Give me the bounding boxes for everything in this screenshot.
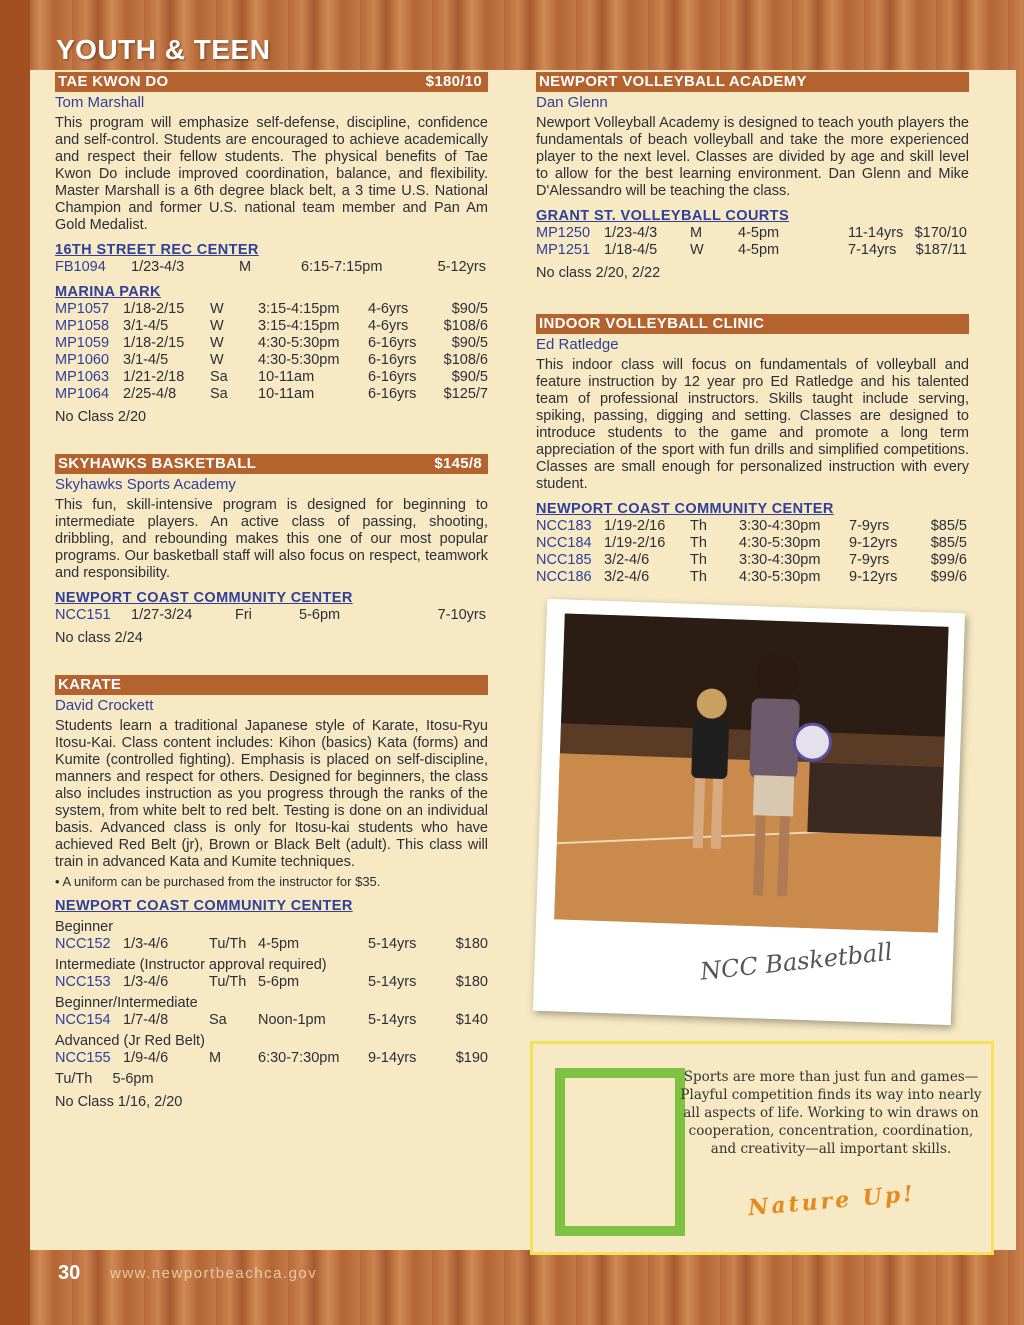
- class-dates: 1/19-2/16: [604, 518, 666, 534]
- class-age: 9-12yrs: [849, 569, 898, 585]
- karate-instructor: David Crockett: [55, 697, 154, 714]
- class-day: M: [690, 225, 703, 241]
- class-price: $99/6: [930, 569, 967, 585]
- class-age: 7-9yrs: [849, 518, 890, 534]
- nature-callout: [530, 1041, 994, 1255]
- class-age: 9-14yrs: [368, 1050, 417, 1066]
- class-time: 10-11am: [258, 386, 315, 402]
- karate-title: KARATE: [58, 676, 122, 693]
- table-row: [55, 301, 488, 318]
- class-price: $140: [455, 1012, 488, 1028]
- class-day: W: [210, 318, 224, 334]
- table-row: [536, 518, 969, 535]
- class-age: 5-12yrs: [437, 259, 486, 275]
- class-price: $90/5: [451, 301, 488, 317]
- class-code: MP1250: [536, 225, 591, 241]
- class-time: 10-11am: [258, 369, 315, 385]
- callout-text: Sports are more than just fun and games—Playful competition finds its way into nearly all aspects of life. Working to win draws on cooperation, concentration, coordination, and creativity—all important skills.: [680, 1069, 982, 1157]
- right-column: [536, 72, 969, 586]
- class-dates: 1/19-2/16: [604, 535, 666, 551]
- class-age: 6-16yrs: [368, 335, 417, 351]
- class-code: FB1094: [55, 259, 106, 275]
- class-dates: 1/7-4/8: [123, 1012, 169, 1028]
- volleyball-instructor: Dan Glenn: [536, 94, 608, 111]
- table-row: [55, 974, 488, 991]
- class-code: MP1251: [536, 242, 591, 258]
- photo-polaroid: [533, 599, 965, 1025]
- skyhawks-row: [55, 607, 488, 624]
- table-row: [536, 242, 969, 259]
- class-code: NCC184: [536, 535, 592, 551]
- clinic-instructor: Ed Ratledge: [536, 336, 619, 353]
- class-time: 4-5pm: [258, 936, 300, 952]
- class-time: 5-6pm: [299, 607, 341, 623]
- class-price: $180: [455, 936, 488, 952]
- class-code: NCC155: [55, 1050, 111, 1066]
- class-dates: 3/1-4/5: [123, 352, 169, 368]
- class-age: 5-14yrs: [368, 936, 417, 952]
- class-age: 7-10yrs: [437, 607, 486, 623]
- level-label: Advanced (Jr Red Belt): [55, 1033, 205, 1049]
- class-code: MP1060: [55, 352, 110, 368]
- table-row: [55, 1012, 488, 1029]
- class-age: 5-14yrs: [368, 1012, 417, 1028]
- class-day: Th: [690, 518, 707, 534]
- level-label: Intermediate (Instructor approval required): [55, 957, 327, 973]
- volleyball-header: [536, 72, 969, 92]
- green-frame-graphic: [555, 1068, 685, 1236]
- class-age: 6-16yrs: [368, 369, 417, 385]
- class-time: 4:30-5:30pm: [739, 569, 821, 585]
- basketball-photo: [554, 613, 948, 932]
- class-code: MP1063: [55, 369, 110, 385]
- table-row: [55, 386, 488, 403]
- class-dates: 1/18-2/15: [123, 335, 185, 351]
- karate-bullet: • A uniform can be purchased from the instructor for $35.: [55, 874, 381, 889]
- taekwondo-title: TAE KWON DO: [58, 73, 169, 90]
- class-code: NCC154: [55, 1012, 111, 1028]
- class-age: 7-14yrs: [848, 242, 897, 258]
- taekwondo-row-fb1094: [55, 259, 488, 276]
- level-label: Beginner: [55, 919, 114, 935]
- class-day: M: [239, 259, 252, 275]
- class-code: NCC151: [55, 607, 111, 623]
- class-price: $85/5: [930, 518, 967, 534]
- class-time: 5-6pm: [258, 974, 300, 990]
- volleyball-title: NEWPORT VOLLEYBALL ACADEMY: [539, 73, 807, 90]
- class-time: 3:15-4:15pm: [258, 318, 340, 334]
- class-time: 3:30-4:30pm: [739, 552, 821, 568]
- class-dates: 1/18-2/15: [123, 301, 185, 317]
- page-number: 30: [58, 1262, 81, 1284]
- class-day: Th: [690, 535, 707, 551]
- class-day: Th: [690, 552, 707, 568]
- skyhawks-instructor: Skyhawks Sports Academy: [55, 476, 236, 493]
- class-day: W: [210, 352, 224, 368]
- class-time: 4:30-5:30pm: [258, 335, 340, 351]
- class-time: 3:15-4:15pm: [258, 301, 340, 317]
- karate-description: Students learn a traditional Japanese style of Karate, Itosu-Ryu Itosu-Kai. Class content includes: Kihon (basics) Kata (forms) and Kumite (controlled fighting). Emphasis is placed on self-discipline, manners and respect for others. Designed for beginners, the class also includes instruction as you progress through the ranks of the system, from white belt to red belt. Testing is done on an individual basis. Advanced class is only for Itosu-kai students who have achieved Red Belt (jr), Brown or Black Belt (adult). This class will train in advanced Kata and Kumite techniques.: [55, 718, 488, 870]
- volleyball-table: [536, 225, 969, 259]
- karate-location: NEWPORT COAST COMMUNITY CENTER: [55, 898, 353, 914]
- class-dates: 3/2-4/6: [604, 552, 650, 568]
- taekwondo-instructor: Tom Marshall: [55, 94, 145, 111]
- table-row: [55, 936, 488, 953]
- table-row: [55, 335, 488, 352]
- class-dates: 1/21-2/18: [123, 369, 185, 385]
- table-row: [55, 352, 488, 369]
- skyhawks-title: SKYHAWKS BASKETBALL: [58, 455, 257, 472]
- class-price: $170/10: [914, 225, 967, 241]
- clinic-description: This indoor class will focus on fundamentals of volleyball and feature instruction by 12 year pro Ed Ratledge and his talented team of professional instructors. Skills taught include serving, spiking, passing, digging and setting. Classes are designed to introduce students to the game and promote a long term appreciation of the sport with fun drills and simplified competitions. Classes are small enough for personalized instruction with every student.: [536, 357, 969, 492]
- class-day: Tu/Th: [209, 936, 247, 952]
- marina-park-table: [55, 301, 488, 403]
- class-age: 11-14yrs: [848, 225, 904, 241]
- class-day: Sa: [210, 369, 228, 385]
- class-price: $85/5: [930, 535, 967, 551]
- class-age: 9-12yrs: [849, 535, 898, 551]
- taekwondo-location-2: MARINA PARK: [55, 284, 161, 300]
- karate-note: No Class 1/16, 2/20: [55, 1094, 183, 1110]
- class-dates: 1/18-4/5: [604, 242, 658, 258]
- table-row: [55, 318, 488, 335]
- class-code: NCC185: [536, 552, 592, 568]
- karate-header: [55, 675, 488, 695]
- skyhawks-price: $145/8: [434, 455, 482, 472]
- class-time: Noon-1pm: [258, 1012, 326, 1028]
- karate-extra: Tu/Th 5-6pm: [55, 1071, 154, 1087]
- page-title: YOUTH & TEEN: [56, 34, 271, 65]
- class-dates: 2/25-4/8: [123, 386, 177, 402]
- class-code: NCC152: [55, 936, 111, 952]
- class-price: $190: [455, 1050, 488, 1066]
- table-row: [536, 535, 969, 552]
- taekwondo-header: [55, 72, 488, 92]
- class-age: 4-6yrs: [368, 301, 409, 317]
- taekwondo-price: $180/10: [425, 73, 482, 90]
- table-row: [55, 369, 488, 386]
- class-day: Th: [690, 569, 707, 585]
- nature-up-tagline: Nature Up!: [747, 1180, 917, 1222]
- class-time: 6:30-7:30pm: [258, 1050, 340, 1066]
- class-age: 5-14yrs: [368, 974, 417, 990]
- table-row: [536, 569, 969, 586]
- skyhawks-description: This fun, skill-intensive program is designed for beginning to intermediate players. An active class of passing, shooting, dribbling, and rebounding makes this one of our most popular programs. Our basketball staff will also focus on respect, teamwork and responsibility.: [55, 497, 488, 581]
- class-price: $180: [455, 974, 488, 990]
- class-day: W: [210, 335, 224, 351]
- clinic-table: [536, 518, 969, 586]
- table-row: [55, 1050, 488, 1067]
- class-time: 3:30-4:30pm: [739, 518, 821, 534]
- class-price: $90/5: [451, 335, 488, 351]
- taekwondo-note: No Class 2/20: [55, 409, 147, 425]
- table-row: [536, 552, 969, 569]
- volleyball-note: No class 2/20, 2/22: [536, 265, 661, 281]
- class-dates: 1/3-4/6: [123, 974, 169, 990]
- class-time: 4-5pm: [738, 225, 780, 241]
- class-day: W: [210, 301, 224, 317]
- volleyball-description: Newport Volleyball Academy is designed to teach youth players the fundamentals of beach volleyball and take the more experienced player to the next level. Classes are divided by age and skill level to allow for the best learning environment. Dan Glenn and Mike D'Alessandro will be teaching the class.: [536, 115, 969, 199]
- skyhawks-location: NEWPORT COAST COMMUNITY CENTER: [55, 590, 353, 606]
- class-code: MP1057: [55, 301, 110, 317]
- class-day: M: [209, 1050, 222, 1066]
- skyhawks-header: [55, 454, 488, 474]
- class-price: $108/6: [443, 352, 488, 368]
- class-dates: 1/23-4/3: [131, 259, 185, 275]
- class-code: NCC153: [55, 974, 111, 990]
- taekwondo-description: This program will emphasize self-defense, discipline, confidence and self-control. Students are encouraged to achieve academically and respect their fellow students. The physical benefits of Tae Kwon Do include improved coordination, balance, and flexibility. Master Marshall is a 6th degree black belt, a 3 time U.S. National Champion and former U.S. national team member and Pan Am Gold Medalist.: [55, 115, 488, 233]
- table-row: [536, 225, 969, 242]
- class-code: NCC186: [536, 569, 592, 585]
- class-age: 6-16yrs: [368, 352, 417, 368]
- class-time: 4-5pm: [738, 242, 780, 258]
- class-dates: 1/3-4/6: [123, 936, 169, 952]
- class-dates: 1/23-4/3: [604, 225, 658, 241]
- taekwondo-location-1: 16TH STREET REC CENTER: [55, 242, 259, 258]
- photo-illustration: [554, 613, 948, 932]
- class-code: MP1064: [55, 386, 110, 402]
- class-time: 4:30-5:30pm: [258, 352, 340, 368]
- clinic-location: NEWPORT COAST COMMUNITY CENTER: [536, 501, 834, 517]
- class-age: 7-9yrs: [849, 552, 890, 568]
- left-stripe: [0, 0, 30, 1325]
- class-day: Fri: [235, 607, 252, 623]
- class-price: $125/7: [443, 386, 488, 402]
- class-time: 6:15-7:15pm: [301, 259, 383, 275]
- class-day: Sa: [210, 386, 228, 402]
- class-day: Sa: [209, 1012, 227, 1028]
- clinic-header: [536, 314, 969, 334]
- karate-table: [55, 919, 488, 1067]
- class-code: MP1058: [55, 318, 110, 334]
- class-code: NCC183: [536, 518, 592, 534]
- class-time: 4:30-5:30pm: [739, 535, 821, 551]
- class-price: $99/6: [930, 552, 967, 568]
- left-column: [55, 72, 488, 1111]
- photo-caption: NCC Basketball: [698, 937, 894, 986]
- skyhawks-note: No class 2/24: [55, 630, 143, 646]
- class-price: $90/5: [451, 369, 488, 385]
- class-day: Tu/Th: [209, 974, 247, 990]
- class-age: 6-16yrs: [368, 386, 417, 402]
- clinic-title: INDOOR VOLLEYBALL CLINIC: [539, 315, 765, 332]
- class-dates: 1/27-3/24: [131, 607, 193, 623]
- level-label: Beginner/Intermediate: [55, 995, 198, 1011]
- volleyball-location: GRANT ST. VOLLEYBALL COURTS: [536, 208, 790, 224]
- class-dates: 3/2-4/6: [604, 569, 650, 585]
- class-code: MP1059: [55, 335, 110, 351]
- class-dates: 1/9-4/6: [123, 1050, 169, 1066]
- class-price: $108/6: [443, 318, 488, 334]
- class-price: $187/11: [915, 242, 967, 258]
- class-day: W: [690, 242, 704, 258]
- class-age: 4-6yrs: [368, 318, 409, 334]
- footer-url[interactable]: www.newportbeachca.gov: [110, 1265, 318, 1282]
- class-dates: 3/1-4/5: [123, 318, 169, 334]
